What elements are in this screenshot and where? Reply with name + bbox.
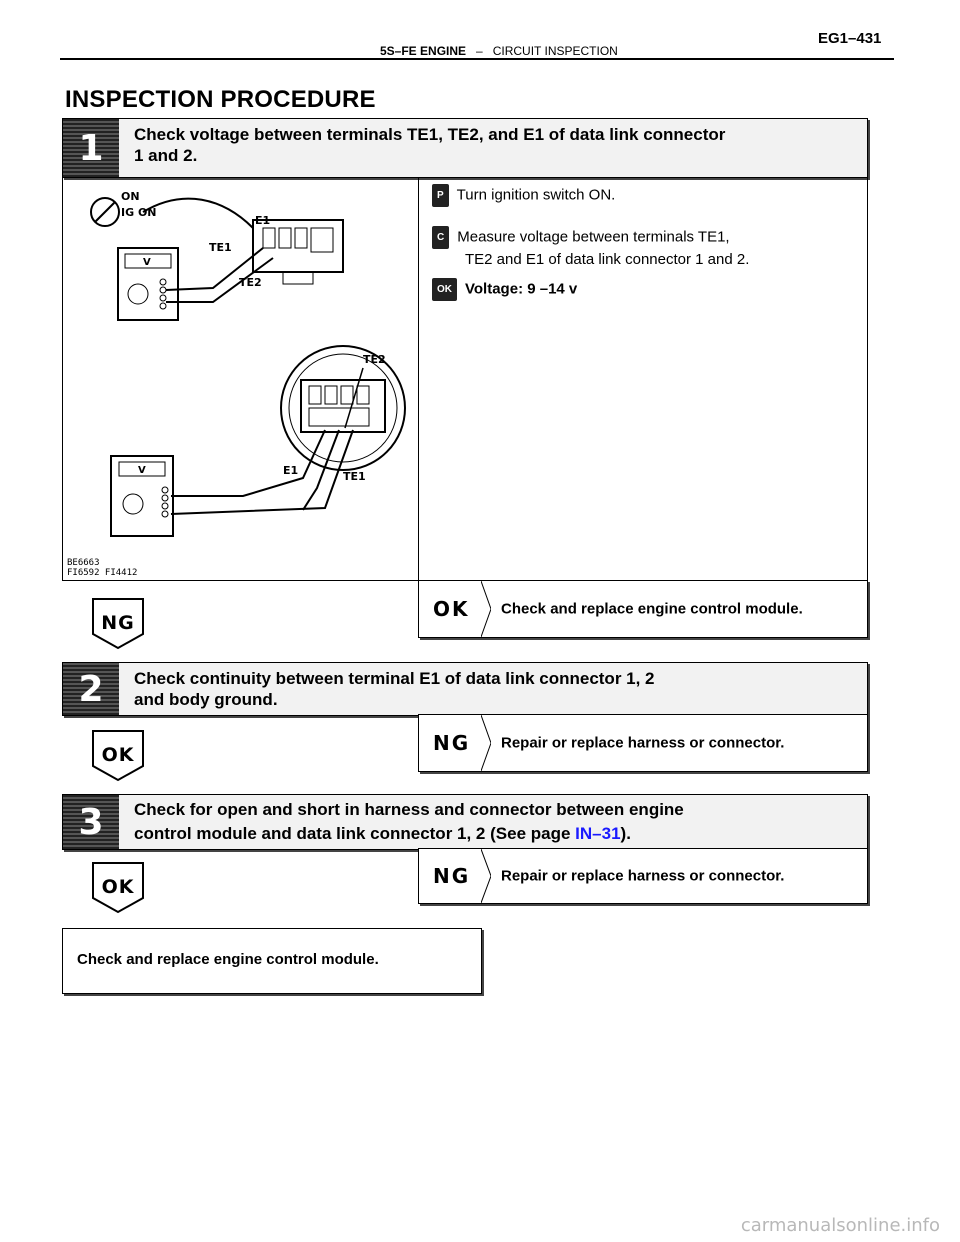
label-ig-on: IG ON [121,206,157,219]
step-3-result [418,848,868,904]
chevron-right-icon [481,849,491,903]
label-te1-b: TE1 [343,470,366,483]
page-title: INSPECTION PROCEDURE [65,86,376,113]
fig-code-1: BE6663 [67,558,100,568]
step-1-number: 1 [63,119,119,177]
step-2-flow-tag [92,730,144,782]
badge-p: P [432,184,449,207]
label-te2-b: TE2 [363,353,386,366]
header-section [380,44,618,58]
step-3-flow-label: OK [101,876,135,898]
step-3-title-end: ). [620,824,631,843]
instruction-c [432,226,749,270]
step-2-result-tag: NG [433,731,471,755]
label-e1: E1 [255,214,271,227]
step-3-title-text: control module and data link connector 1, 2 (See page [134,824,576,843]
step-3-flow-tag [92,862,144,914]
voltmeter-2-label: V [138,465,146,476]
chevron-right-icon [481,581,491,637]
step-2-title [134,668,857,710]
chevron-right-icon [481,715,491,771]
connector-diagram [63,178,418,580]
page-link-in31[interactable]: IN–31 [575,824,621,843]
step-2-flow-label: OK [101,744,135,766]
header-subsection: CIRCUIT INSPECTION [492,44,618,58]
badge-c: C [432,226,449,249]
step-1-result [418,580,868,638]
instruction-p-text: Turn ignition switch ON. [456,186,616,204]
instruction-p [432,184,615,207]
step-3-result-text: Repair or replace harness or connector. [501,867,785,885]
instruction-ok-text: Voltage: 9 –14 v [465,280,578,298]
step-2-result-text: Repair or replace harness or connector. [501,734,785,752]
step-1-result-text: Check and replace engine control module. [501,600,803,618]
instruction-ok [432,278,577,301]
content-divider [418,178,419,580]
step-3-title [134,798,857,846]
label-e1-b: E1 [283,464,299,477]
step-1-result-tag: OK [433,597,470,621]
figure-codes [67,558,137,578]
label-te2: TE2 [239,276,262,289]
step-1-title: Check voltage between terminals TE1, TE2, and E1 of data link connector 1 and 2. [134,125,726,165]
step-3-title-line1: Check for open and short in harness and connector between engine [134,800,684,819]
label-on: ON [121,190,140,203]
fig-code-2: FI6592 FI4412 [67,568,138,578]
step-1-flow-tag [92,598,144,650]
step-2-result [418,714,868,772]
final-action-text: Check and replace engine control module. [77,951,379,968]
voltmeter-1-label: V [143,257,151,268]
step-3-header [62,794,868,850]
step-1-flow-label: NG [101,612,135,634]
step-3-number: 3 [63,795,119,849]
step-2-number: 2 [63,663,119,715]
step-1-header [62,118,868,178]
watermark: carmanualsonline.info [740,1215,940,1236]
badge-ok: OK [432,278,457,301]
step-3-result-tag: NG [433,864,471,888]
step-2-title-line1: Check continuity between terminal E1 of data link connector 1, 2 [134,669,655,688]
instruction-c-line1: Measure voltage between terminals TE1, [457,228,730,246]
step-3-title-line2 [134,822,857,846]
step-2-title-line2: and body ground. [134,690,278,709]
header-rule [60,58,894,60]
instruction-c-line2: TE2 and E1 of data link connector 1 and 2. [465,251,750,268]
header-separator: – [476,44,483,58]
label-te1: TE1 [209,241,232,254]
step-2-header [62,662,868,716]
page-number: EG1–431 [818,30,882,47]
final-action-box [62,928,482,994]
header-engine: 5S–FE ENGINE [380,44,467,58]
